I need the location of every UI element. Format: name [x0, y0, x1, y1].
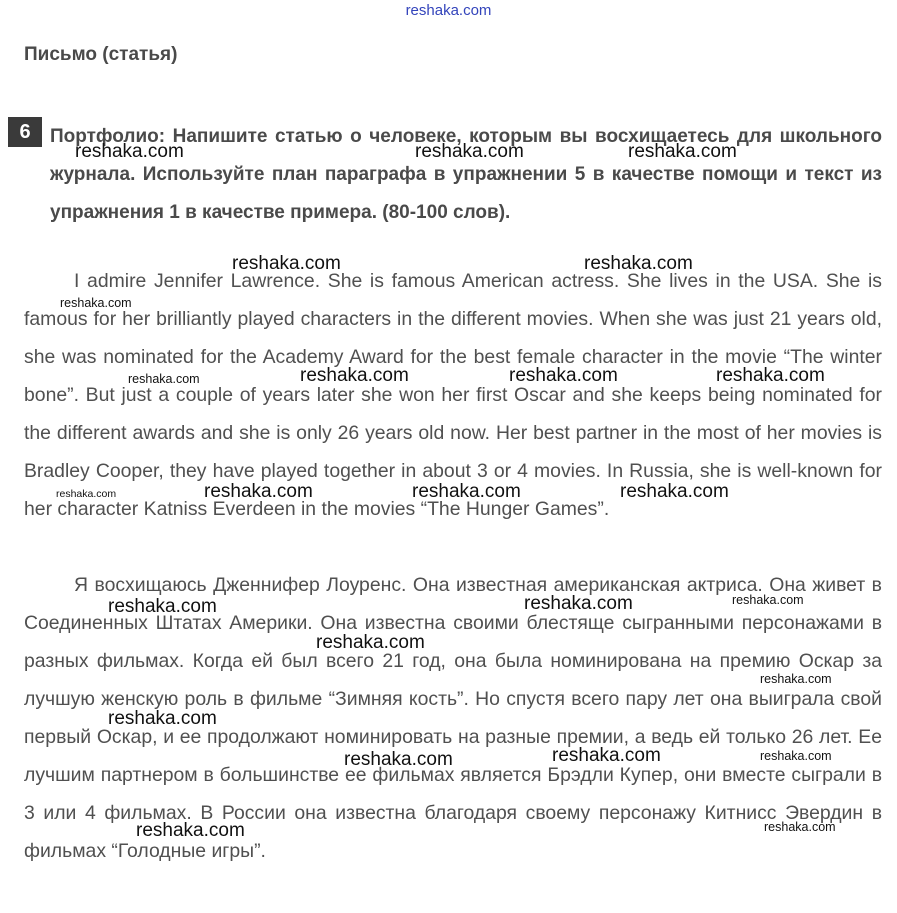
watermark: reshaka.com [412, 481, 521, 502]
watermark: reshaka.com [509, 365, 618, 386]
watermark: reshaka.com [136, 820, 245, 841]
watermark: reshaka.com [232, 253, 341, 274]
watermark: reshaka.com [760, 672, 832, 686]
watermark: reshaka.com [344, 749, 453, 770]
watermark: reshaka.com [620, 481, 729, 502]
watermark: reshaka.com [764, 820, 836, 834]
watermark: reshaka.com [415, 141, 524, 162]
watermark: reshaka.com [204, 481, 313, 502]
watermark: reshaka.com [108, 596, 217, 617]
watermark: reshaka.com [316, 632, 425, 653]
watermark: reshaka.com [524, 593, 633, 614]
task-number-badge: 6 [8, 117, 42, 147]
watermark: reshaka.com [552, 745, 661, 766]
watermark: reshaka.com [716, 365, 825, 386]
watermark: reshaka.com [108, 708, 217, 729]
section-title: Письмо (статья) [24, 44, 178, 65]
watermark: reshaka.com [584, 253, 693, 274]
watermark: reshaka.com [128, 372, 200, 386]
watermark: reshaka.com [732, 593, 804, 607]
watermark: reshaka.com [56, 488, 117, 500]
watermark: reshaka.com [60, 296, 132, 310]
english-paragraph: I admire Jennifer Lawrence. She is famous American actress. She lives in the USA. She is famous for her brilliantly played characters in the different movies. When she was just 21 years old, she was nominated for the Academy Award for the best female character in the movie “The winter bone”. But just a couple of years later she won her first Oscar and she keeps being nominated for the different awards and she is only 26 years old now. Her best partner in the most of her movies is Bradley Cooper, they have played together in about 3 or 4 movies. In Russia, she is well-known for her character Katniss Everdeen in the movies “The Hunger Games”. [24, 270, 882, 520]
watermark: reshaka.com [75, 141, 184, 162]
watermark: reshaka.com [628, 141, 737, 162]
task-instruction: Портфолио: Напишите статью о человеке, которым вы восхищаетесь для школьного журнала. Используйте план параграфа в упражнении 5 в качестве помощи и текст из упражнения 1 в качестве примера. (80-100 слов). [50, 126, 882, 223]
watermark: reshaka.com [300, 365, 409, 386]
watermark: reshaka.com [760, 749, 832, 763]
site-header-link[interactable]: reshaka.com [405, 2, 492, 19]
russian-paragraph: Я восхищаюсь Дженнифер Лоуренс. Она известная американская актриса. Она живет в Соединенных Штатах Америки. Она известна своими блестяще сыгранными персонажами в разных фильмах. Когда ей был всего 21 год, она была номинирована на премию Оскар за лучшую женскую роль в фильме “Зимняя кость”. Но спустя всего пару лет она выиграла свой первый Оскар, и ее продолжают номинировать на разные премии, а ведь ей только 26 лет. Ее лучшим партнером в большинстве ее фильмах является Брэдли Купер, они вместе сыграли в 3 или 4 фильмах. В России она известна благодаря своему персонажу Китнисс Эвердин в фильмах “Голодные игры”. [24, 574, 882, 862]
